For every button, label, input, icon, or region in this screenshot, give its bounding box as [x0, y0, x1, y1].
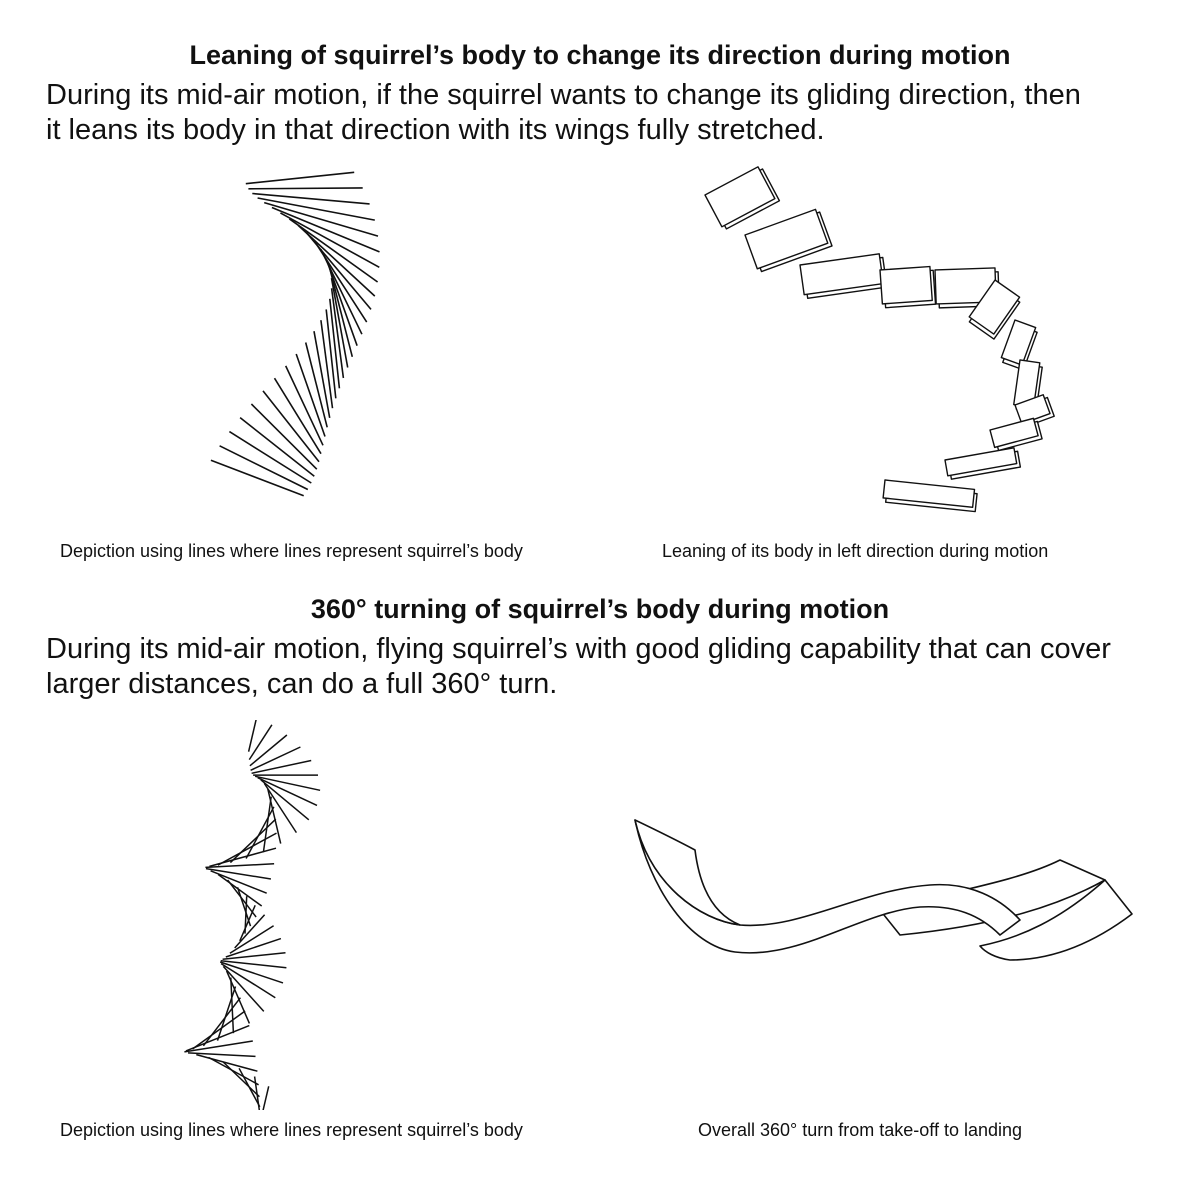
body-line	[249, 725, 272, 760]
section2-caption-left: Depiction using lines where lines represent squirrel’s body	[60, 1120, 523, 1140]
body-line	[218, 875, 262, 907]
turn-diagrams	[0, 720, 1200, 1110]
body-tile	[705, 165, 779, 230]
section1-paragraph-line: During its mid-air motion, if the squirrel wants to change its gliding direction, then	[46, 79, 1081, 111]
body-line	[240, 418, 314, 477]
body-line	[246, 807, 274, 859]
section1-caption-left: Depiction using lines where lines represent squirrel’s body	[60, 541, 523, 561]
section2-paragraph-line: During its mid-air motion, flying squirrel’s with good gliding capability that can cover	[46, 633, 1111, 665]
body-line	[326, 309, 336, 398]
section1-heading: Leaning of squirrel’s body to change its direction during motion	[189, 40, 1011, 70]
body-tile	[990, 418, 1042, 452]
body-tile	[800, 253, 887, 298]
lean-diagrams	[0, 160, 1200, 540]
body-line	[203, 998, 240, 1046]
body-line	[275, 378, 322, 454]
lean-body-tiles-illustration	[705, 165, 1054, 511]
body-line	[249, 720, 257, 752]
body-line	[289, 219, 377, 282]
body-line	[211, 460, 304, 495]
body-line	[264, 203, 378, 237]
body-line	[248, 188, 362, 189]
section1-caption-right: Leaning of its body in left direction during motion	[662, 541, 1049, 561]
body-line	[184, 1041, 252, 1052]
body-line	[321, 320, 333, 408]
section1-paragraph-line: it leans its body in that direction with its wings fully stretched.	[46, 114, 825, 146]
twisted-ribbon-illustration	[635, 820, 1132, 960]
section2-caption-right: Overall 360° turn from take-off to landing	[698, 1120, 1023, 1140]
body-line	[252, 761, 312, 774]
body-line	[246, 172, 354, 183]
body-line	[221, 961, 287, 968]
body-line	[251, 404, 316, 469]
section2-heading: 360° turning of squirrel’s body during motion	[310, 594, 890, 624]
section2-paragraph	[46, 632, 1166, 702]
body-line	[252, 194, 369, 204]
body-line	[280, 213, 379, 267]
body-line	[221, 964, 275, 998]
body-line	[240, 905, 255, 941]
turn-line-fan-illustration	[184, 720, 320, 1110]
section1-paragraph	[46, 78, 1166, 148]
section2-paragraph-line: larger distances, can do a full 360° turn.	[46, 668, 558, 700]
body-line	[230, 819, 275, 863]
body-tile	[945, 447, 1020, 479]
body-line	[196, 1055, 257, 1072]
body-tile	[883, 480, 978, 512]
body-tile	[880, 266, 936, 308]
body-line	[223, 953, 286, 960]
body-line	[260, 1086, 268, 1110]
lean-line-fan-illustration	[211, 172, 380, 495]
body-line	[268, 789, 281, 844]
body-line	[218, 833, 277, 865]
body-line	[206, 869, 271, 879]
body-line	[263, 391, 319, 462]
